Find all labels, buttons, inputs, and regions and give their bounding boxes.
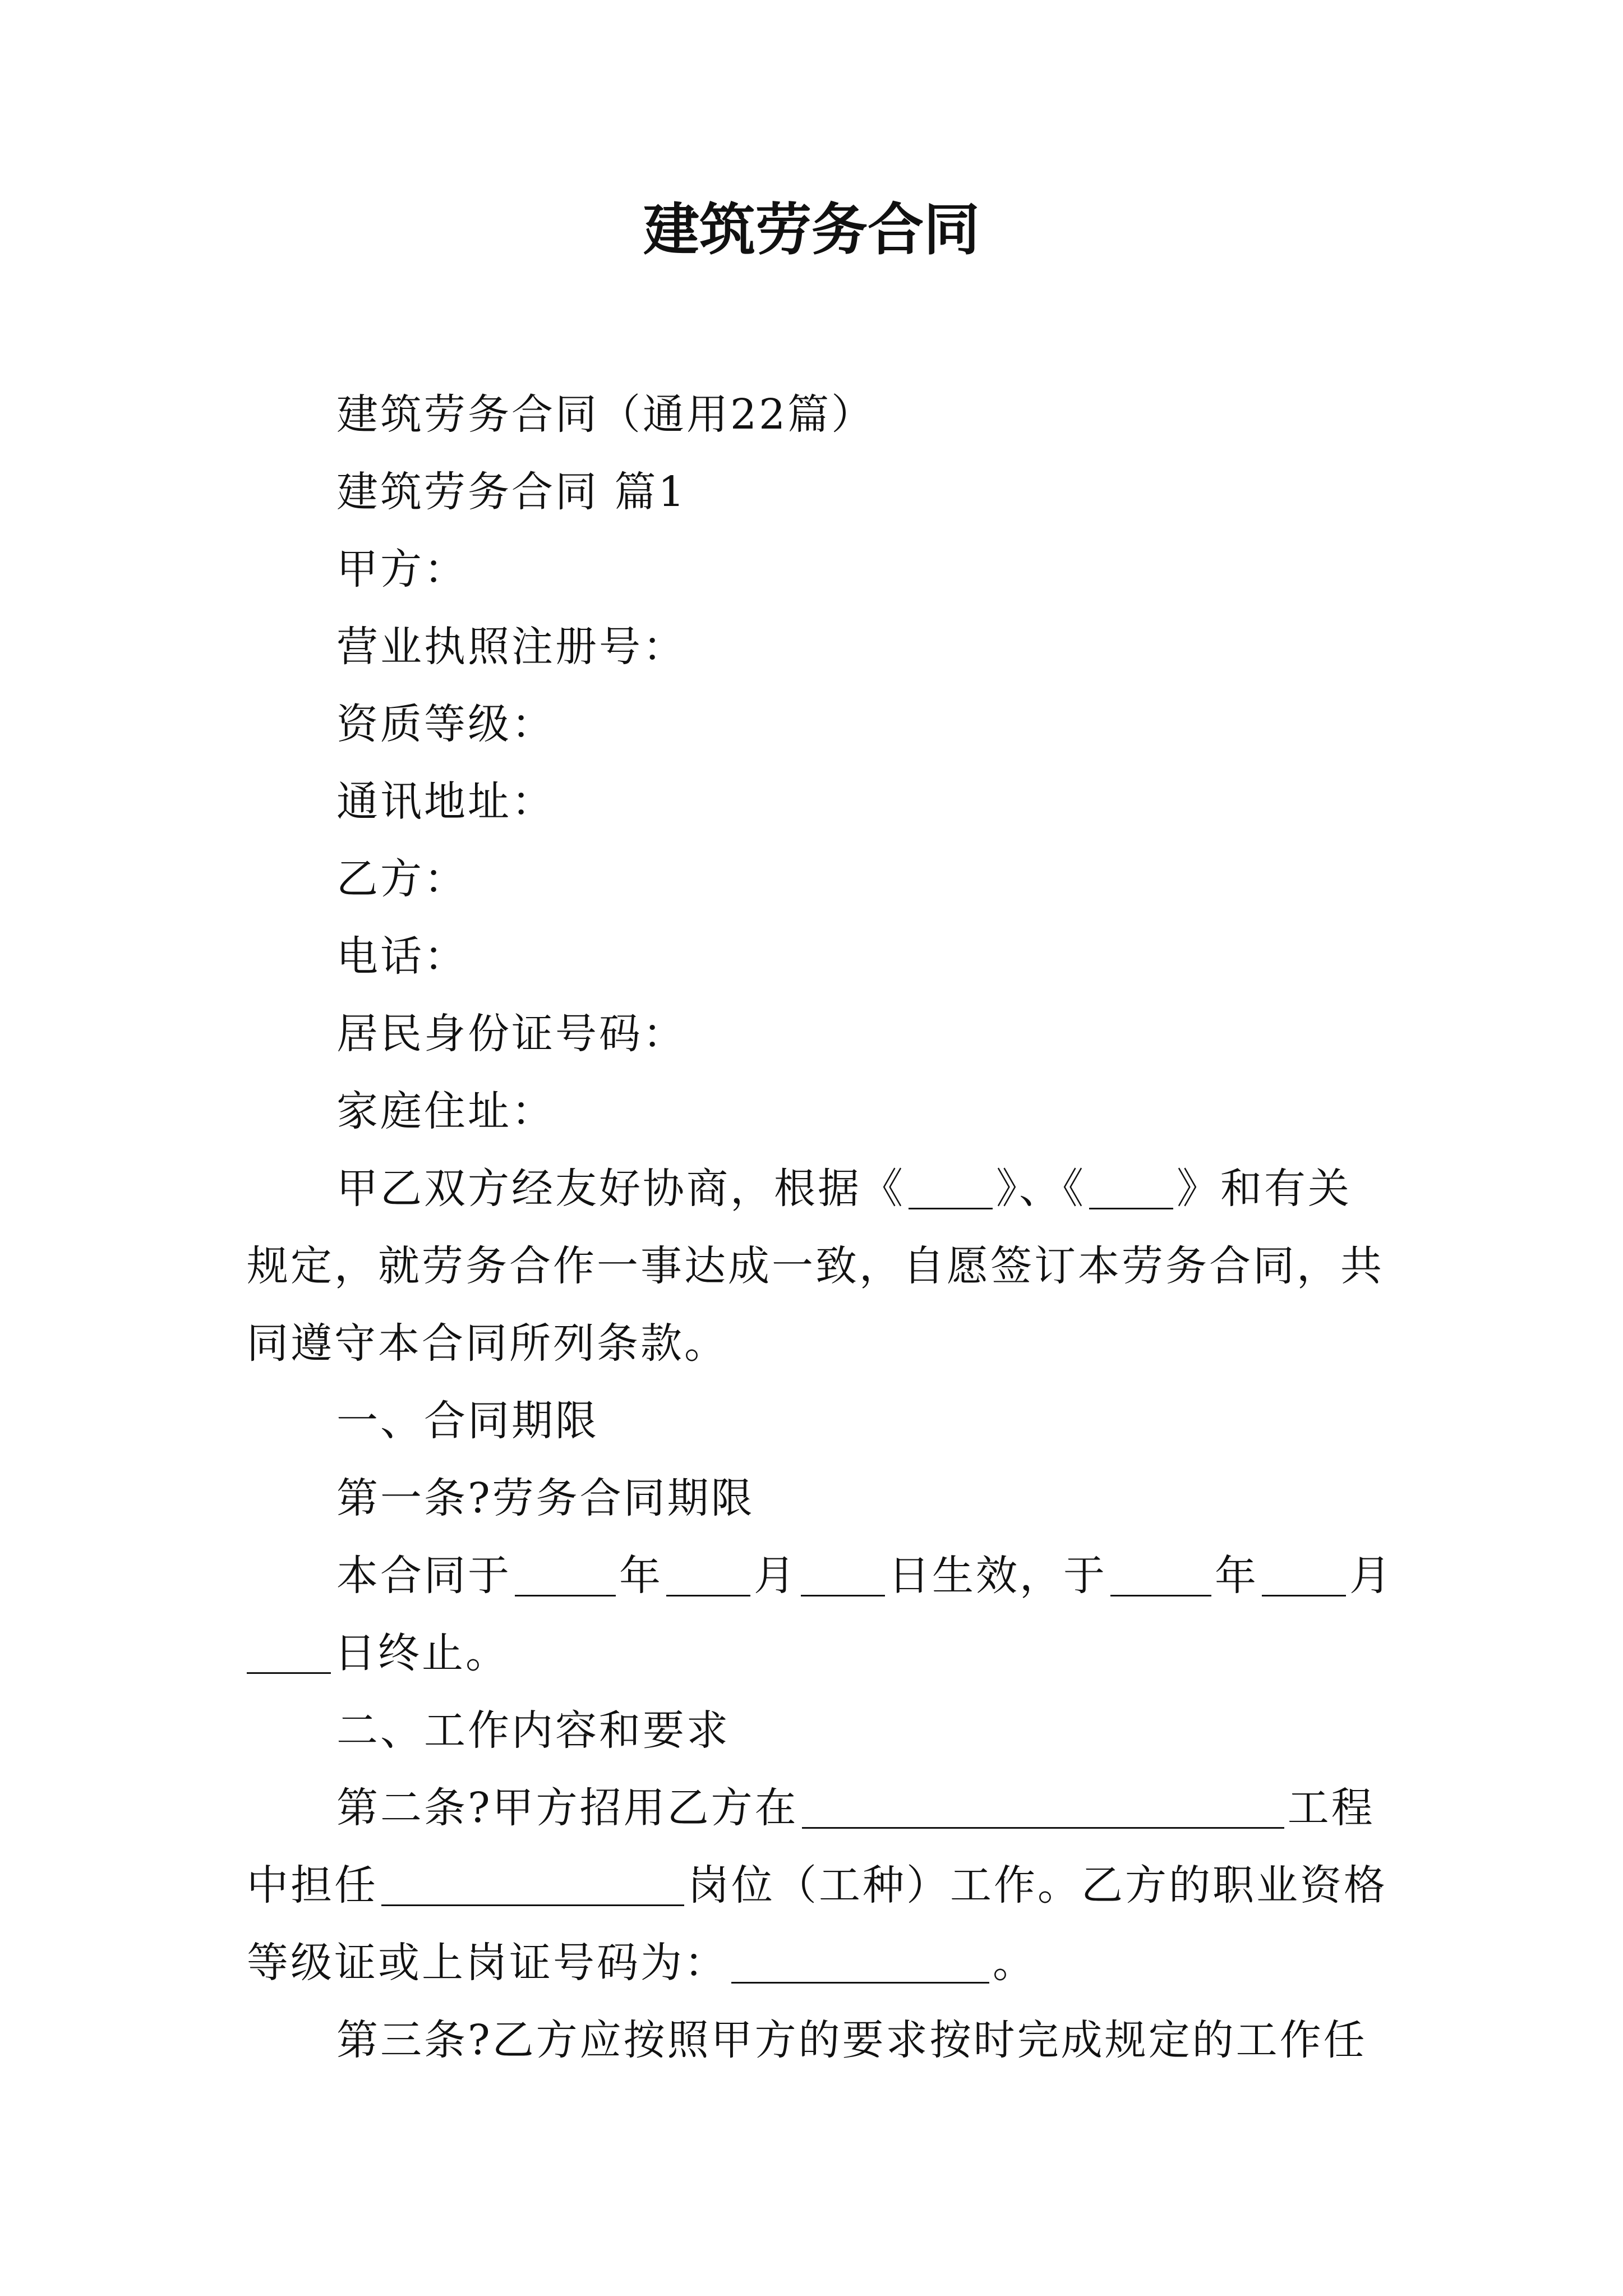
section-heading: 一、合同期限 <box>336 1397 599 1445</box>
paragraph-line <box>336 1165 1352 1213</box>
blank-line <box>909 1168 993 1209</box>
text-span: 日生效，于 <box>888 1552 1107 1600</box>
section-heading: 建筑劳务合同 篇1 <box>336 468 687 516</box>
text-span: 本合同于 <box>336 1552 511 1600</box>
blank-line <box>666 1556 750 1596</box>
qualification-label: 资质等级： <box>336 700 555 748</box>
id-number-label: 居民身份证号码： <box>336 1010 686 1058</box>
section-heading: 二、工作内容和要求 <box>336 1706 730 1755</box>
text-span: 年 <box>1215 1552 1258 1600</box>
paragraph-line <box>336 1784 1375 1832</box>
text-span: 月 <box>1349 1552 1393 1600</box>
text-span: 岗位（工种）工作。乙方的职业资格 <box>688 1861 1387 1910</box>
paragraph-line <box>336 1552 1393 1600</box>
phone-label: 电话： <box>336 932 468 981</box>
paragraph-line <box>247 1939 1036 1987</box>
blank-line <box>1110 1556 1211 1596</box>
text-span: 中担任 <box>247 1861 378 1910</box>
page-title: 建筑劳务合同 <box>643 197 980 263</box>
blank-line <box>731 1943 989 1984</box>
paragraph-line: 同遵守本合同所列条款。 <box>247 1319 728 1368</box>
text-span: 甲乙双方经友好协商，根据《 <box>336 1165 905 1213</box>
blank-line <box>1262 1556 1346 1596</box>
blank-line <box>1089 1168 1173 1209</box>
blank-line <box>802 1788 1284 1829</box>
text-span: 。 <box>993 1939 1036 1987</box>
paragraph-line <box>247 1861 1387 1910</box>
party-a-label: 甲方： <box>336 545 468 593</box>
text-span: 工程 <box>1287 1784 1375 1832</box>
blank-line <box>381 1865 684 1906</box>
address-label: 通讯地址： <box>336 777 555 826</box>
text-span: 第二条?甲方招用乙方在 <box>336 1784 799 1832</box>
party-b-label: 乙方： <box>336 855 468 903</box>
home-address-label: 家庭住址： <box>336 1087 555 1135</box>
text-span: 日终止。 <box>334 1629 509 1677</box>
subtitle: 建筑劳务合同（通用22篇） <box>336 390 875 439</box>
paragraph-line: 第三条?乙方应按照甲方的要求按时完成规定的工作任 <box>336 2016 1367 2064</box>
paragraph-line: 规定，就劳务合作一事达成一致，自愿签订本劳务合同，共 <box>247 1242 1384 1290</box>
license-label: 营业执照注册号： <box>336 623 686 671</box>
text-span: 》、《 <box>996 1165 1086 1213</box>
blank-line <box>515 1556 616 1596</box>
blank-line <box>801 1556 885 1596</box>
text-span: 》和有关 <box>1177 1165 1352 1213</box>
text-span: 等级证或上岗证号码为： <box>247 1939 728 1987</box>
article-heading: 第一条?劳务合同期限 <box>336 1474 755 1522</box>
text-span: 年 <box>619 1552 663 1600</box>
paragraph-line <box>247 1629 509 1677</box>
text-span: 月 <box>754 1552 797 1600</box>
blank-line <box>247 1633 331 1674</box>
